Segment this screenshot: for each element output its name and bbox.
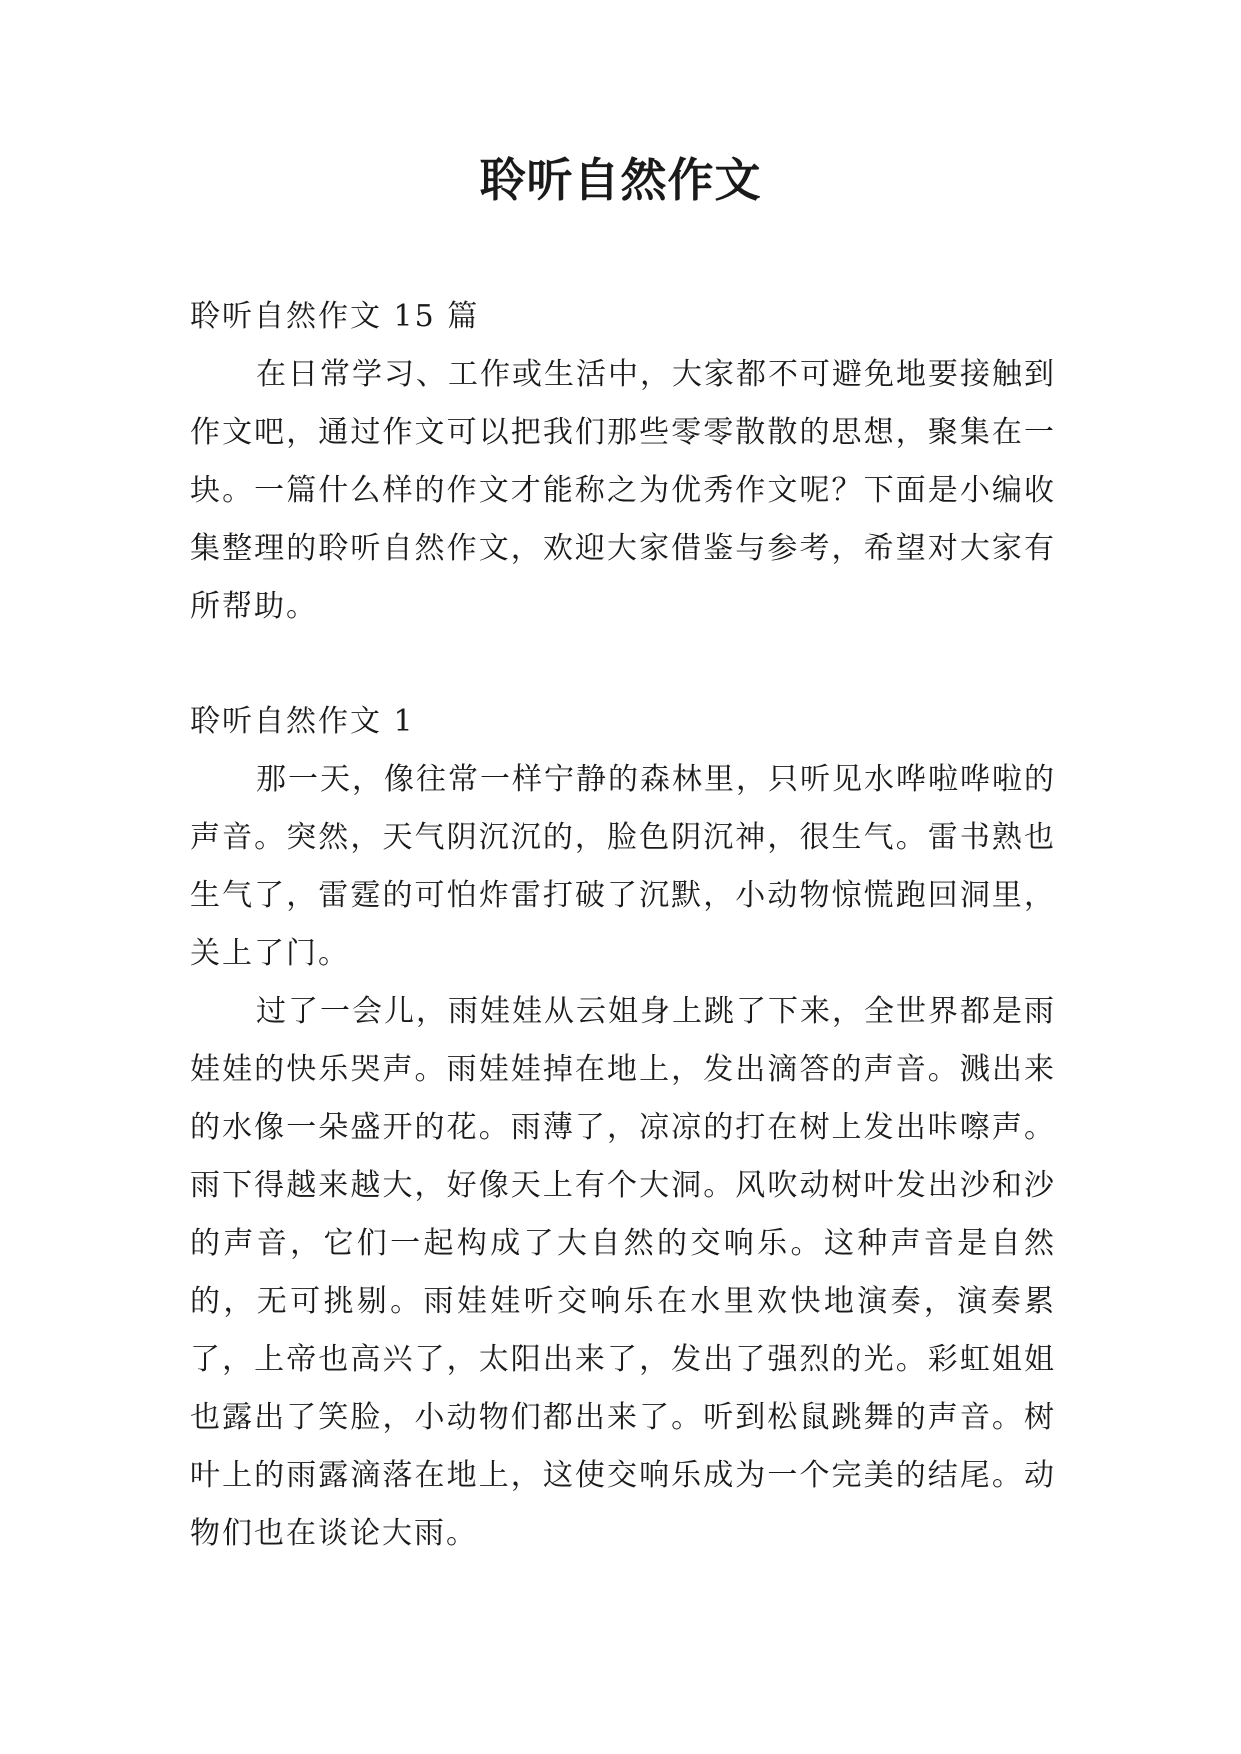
collection-heading: 聆听自然作文 15 篇: [190, 299, 480, 334]
essay-section: [190, 693, 1056, 1563]
essay-heading: 聆听自然作文 1: [190, 704, 415, 739]
document-title: 聆听自然作文: [479, 153, 762, 207]
essay-paragraph: 过了一会儿，雨娃娃从云姐身上跳了下来，全世界都是雨娃娃的快乐哭声。雨娃娃掉在地上，发出滴答的声音。溅出来的水像一朵盛开的花。雨薄了，凉凉的打在树上发出咔嚓声。雨下得越来越大，好像天上有个大洞。风吹动树叶发出沙和沙的声音，它们一起构成了大自然的交响乐。这种声音是自然的，无可挑剔。雨娃娃听交响乐在水里欢快地演奏，演奏累了，上帝也高兴了，太阳出来了，发出了强烈的光。彩虹姐姐也露出了笑脸，小动物们都出来了。听到松鼠跳舞的声音。树叶上的雨露滴落在地上，这使交响乐成为一个完美的结尾。动物们也在谈论大雨。: [190, 994, 1056, 1551]
essay-paragraph: 那一天，像往常一样宁静的森林里，只听见水哗啦哗啦的声音。突然，天气阴沉沉的，脸色阴沉神，很生气。雷书熟也生气了，雷霆的可怕炸雷打破了沉默，小动物惊慌跑回洞里，关上了门。: [190, 762, 1056, 971]
intro-paragraph: 在日常学习、工作或生活中，大家都不可避免地要接触到作文吧，通过作文可以把我们那些零零散散的思想，聚集在一块。一篇什么样的作文才能称之为优秀作文呢？下面是小编收集整理的聆听自然作文，欢迎大家借鉴与参考，希望对大家有所帮助。: [190, 357, 1056, 624]
intro-section: [190, 288, 1056, 636]
